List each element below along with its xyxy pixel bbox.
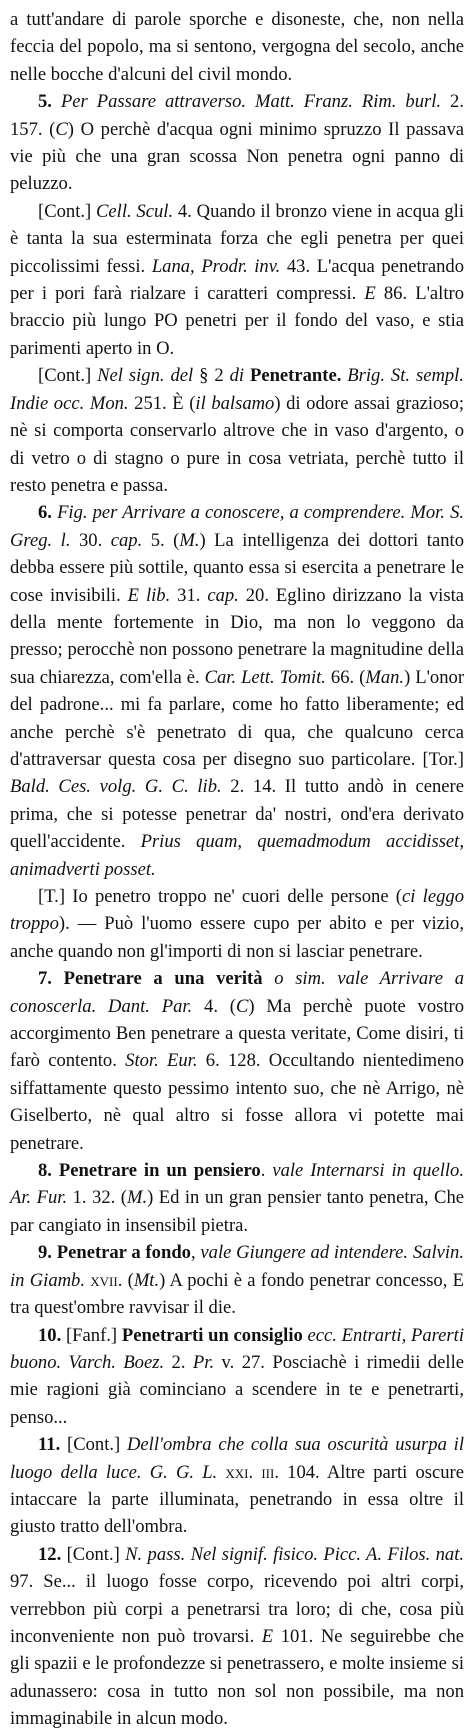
text-run: [Cont.] xyxy=(38,200,96,222)
text-run: 7. Penetrare a una verità xyxy=(38,968,263,990)
text-run: ) La intelligenza dei dottori tanto debba essere più sottile, quanto essa si esercita a penetrare le cose invisibili. xyxy=(10,529,464,606)
text-run: 97. Se... il luogo fosse corpo, ricevendo poi altri corpi, verrebbon più corpi a penetrarsi tra loro; di che, cosa più inconveniente non può trovarsi. xyxy=(10,1571,464,1647)
text-run: . ( xyxy=(117,1269,134,1291)
text-run: 251. È ( xyxy=(128,392,196,414)
text-run: a tutt'andare di parole sporche e disoneste, che, non nella feccia del popolo, ma si sentono, vergogna del secolo, anche nelle bocche d'alcuni del civil mondo. xyxy=(10,9,464,85)
text-run: cap. xyxy=(110,529,143,551)
text-run: Nel sign. del xyxy=(97,365,194,387)
text-run: ) Ma perchè puote vostro accorgimento Ben penetrare a questa veritate, Come disiri, ti farò contento. xyxy=(10,995,465,1072)
text-run: 2. xyxy=(164,1351,193,1373)
sense-8-paragraph xyxy=(10,1157,464,1239)
text-run: vale Internarsi in quello. Ar. Fur. xyxy=(10,1160,464,1209)
text-run: 12. xyxy=(38,1543,67,1565)
text-run: [T.] Io penetro troppo ne' cuori delle persone ( xyxy=(38,886,403,907)
text-run: 9. Penetrar a fondo xyxy=(38,1242,191,1264)
text-run: cap. xyxy=(207,584,239,606)
text-run: ) L'onor del padrone... mi fa parlare, come ho fatto liberamente; ed anche perchè s'è penetrato di qua, che qualcuno cerca d'attraversar questa cosa per disegno suo particolare. [Tor.] xyxy=(10,666,465,770)
sense-10-paragraph xyxy=(10,1322,464,1432)
text-run: C xyxy=(236,995,249,1017)
sense-5-paragraph xyxy=(10,88,464,198)
text-run: E xyxy=(261,1625,274,1647)
text-run: Car. Lett. Tomit. xyxy=(204,666,326,688)
text-run: 30. xyxy=(70,529,111,551)
text-run: 20. Eglino dirizzano la vista della mente fortemente in Dio, ma non lo veggono da presso; perocchè non possono penetrare la magnitudine della sua chiarezza, com'ella è. xyxy=(10,584,464,688)
text-run: 5. ( xyxy=(142,529,180,551)
text-run: ). — Può l'uomo essere cupo per abito e per vizio, anche quando non gl'importi di non si lasciar penetrare. xyxy=(10,913,464,962)
text-run: . 104. Altre parti oscure intaccare la parte illuminata, penetrando in essa oltre il giusto tratto dell'ombra. xyxy=(10,1461,464,1538)
sense-5-cont-paragraph xyxy=(10,198,464,362)
text-run: 101. Ne seguirebbe che gli spazii e le profondezze si penetrassero, e molte insieme si adunassero: cosa in tutto non sol non possibile, ma non immaginabile in alcun modo. xyxy=(10,1625,464,1730)
text-run: 6. 128. Occultando nientedimeno siffattamente questo pessimo intento suo, che nè Arrigo, nè Giselberto, nè qual altro si fosse allora vi potette mai penetrare. xyxy=(10,1050,464,1154)
text-run: 11. xyxy=(38,1434,68,1456)
text-run: Brig. St. sempl. Indie occ. Mon. xyxy=(10,365,464,414)
text-run: Penetrante. xyxy=(244,365,342,387)
text-run: 8. Penetrare in un pensiero xyxy=(38,1160,261,1182)
text-run: v. 27. Posciachè i rimedii delle mie ragioni già cominciano a scendere in te e penetrarti, penso... xyxy=(10,1351,464,1428)
text-run: 31. xyxy=(170,584,208,606)
text-run: 4. ( xyxy=(192,995,236,1017)
text-run: E xyxy=(364,283,376,305)
sense-7-paragraph xyxy=(10,965,464,1157)
text-run: o sim. vale Arrivare a conoscerla. Dant. Par. xyxy=(10,968,464,1017)
text-run: ) di odore assai grazioso; nè si comporta conservarlo altrove che in vaso d'argento, o di vetro o di stagno o pure in cosa vetriata, perchè tutto il resto penetra e passa. xyxy=(10,392,464,496)
text-run: Pr. xyxy=(192,1351,215,1373)
text-run: Penetrarti un consiglio xyxy=(121,1324,303,1346)
sense-9-paragraph xyxy=(10,1239,464,1321)
text-run: 66. ( xyxy=(325,666,366,688)
text-run: M. xyxy=(179,529,200,551)
sense-12-paragraph xyxy=(10,1541,464,1733)
text-run: Cell. Scul. xyxy=(96,200,174,222)
sense-11-paragraph xyxy=(10,1431,464,1541)
entry-paragraph xyxy=(10,6,464,88)
text-run: Prius quam, quemadmodum accidisset, animadverti posset. xyxy=(10,831,464,880)
text-run: xvii xyxy=(85,1269,118,1291)
text-run: vale Giungere ad intendere. Salvin. in Giamb. xyxy=(10,1242,464,1291)
text-run: di xyxy=(229,365,245,387)
text-run: Dell'ombra che colla sua oscurità usurpa il luogo della luce. G. G. L. xyxy=(10,1434,465,1483)
sense-6-paragraph xyxy=(10,499,464,883)
text-run: 43. L'acqua penetrando per i pori farà rialzare i caratteri compressi. xyxy=(10,255,464,305)
text-run: ) A pochi è a fondo penetrar concesso, E tra quest'ombre ravvisar il die. xyxy=(10,1269,465,1319)
text-run: M. xyxy=(126,1187,148,1209)
text-run: § 2 xyxy=(193,365,230,387)
text-run: Bald. Ces. volg. G. C. lib. xyxy=(10,776,222,798)
text-run: ecc. Entrarti, Parerti buono. Varch. Boez. xyxy=(10,1324,464,1373)
text-run: Man. xyxy=(365,666,405,688)
text-run: N. pass. Nel signif. fisico. Picc. A. Filos. nat. xyxy=(125,1543,465,1565)
text-run: 6. xyxy=(38,502,58,524)
text-run: Stor. Eur. xyxy=(125,1050,198,1072)
text-run: 4. Quando il bronzo viene in acqua gli è tanta la sua esterminata forza che egli penetra per quei piccolissimi fessi. xyxy=(10,200,464,277)
text-run: 86. L'altro braccio più lungo PO penetri per il fondo del vaso, e stia parimenti aperto in O. xyxy=(10,283,464,359)
text-run: 1. 32. ( xyxy=(67,1187,127,1209)
text-run: [Cont.] xyxy=(38,365,98,387)
text-run: il balsamo xyxy=(195,392,275,414)
sense-6-t-paragraph xyxy=(10,883,464,965)
text-run: Per Passare attraverso. Matt. Franz. Rim. burl. xyxy=(60,91,442,113)
text-run: E lib. xyxy=(127,584,171,606)
text-run: [Cont.] xyxy=(67,1434,127,1456)
text-run: 10. xyxy=(38,1324,66,1346)
text-run: Fig. per Arrivare a conoscere, a comprendere. Mor. S. Greg. l. xyxy=(10,502,465,551)
text-run: xxi. iii xyxy=(217,1461,275,1483)
text-run: [Fanf.] xyxy=(65,1324,122,1346)
text-run: ) Ed in un gran pensier tanto penetra, Che par cangiato in insensibil pietra. xyxy=(10,1187,465,1236)
text-run: Lana, Prodr. inv. xyxy=(151,255,281,277)
text-run: [Cont.] xyxy=(66,1543,126,1565)
text-run: . xyxy=(260,1160,273,1182)
sense-5-cont-penetrante-paragraph xyxy=(10,362,464,499)
text-run: Mt. xyxy=(133,1269,160,1291)
text-run: 2. 14. Il tutto andò in cenere prima, che si potesse penetrar da' nostri, ond'era derivato quell'accidente. xyxy=(10,776,464,853)
text-run: C xyxy=(55,118,68,140)
text-run: 5. xyxy=(38,91,61,113)
text-run: , xyxy=(190,1242,201,1264)
text-run: ) O perchè d'acqua ogni minimo spruzzo Il passava vie più che una gran scossa Non penetra ogni panno di peluzzo. xyxy=(10,118,464,195)
text-run: 2. 157. ( xyxy=(10,91,465,140)
text-run: ci leggo troppo xyxy=(10,886,464,935)
